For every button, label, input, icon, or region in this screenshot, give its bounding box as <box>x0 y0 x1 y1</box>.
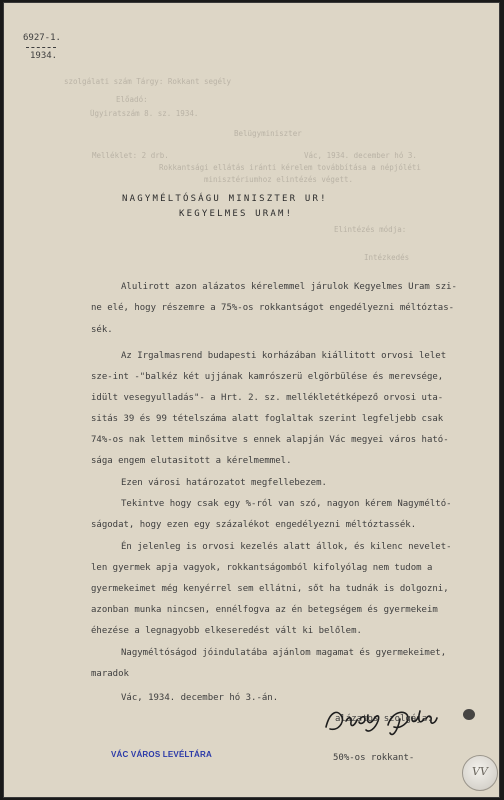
body-line: Az Irgalmasrend budapesti korházában kiállitott orvosi lelet <box>121 351 447 361</box>
salutation-line-1: NAGYMÉLTÓSÁGU MINISZTER UR! <box>122 194 328 204</box>
body-line: éhezése a legnagyobb elkeseredést vált ki belőlem. <box>91 626 362 636</box>
body-line: Tekintve hogy csak egy %-ról van szó, nagyon kérem Nagyméltó- <box>121 499 452 509</box>
body-line: sék. <box>91 325 113 335</box>
showthrough-line: Melléklet: 2 drb. <box>92 151 169 160</box>
showthrough-line: Intézkedés <box>364 253 410 262</box>
footer-note: 50%-os rokkant- <box>333 753 415 763</box>
body-line: sitás 39 és 99 tételszáma alatt foglaltak szerint legfeljebb csak <box>91 414 444 424</box>
showthrough-line: Ügyiratszám 8. sz. 1934. <box>90 109 199 118</box>
showthrough-line: Belügyminiszter <box>234 129 302 138</box>
body-line: Alulirott azon alázatos kérelemmel járulok Kegyelmes Uram szi- <box>121 282 457 292</box>
showthrough-line: Vác, 1934. december hó 3. <box>304 151 417 160</box>
body-line: Én jelenleg is orvosi kezelés alatt állok, és kilenc nevelet- <box>121 542 452 552</box>
showthrough-line: szolgálati szám Tárgy: Rokkant segély <box>64 77 232 86</box>
archive-seal <box>462 755 498 791</box>
showthrough-line: Rokkantsági ellátás iránti kérelem továbbítása a népjóléti <box>159 163 421 172</box>
handwritten-signature <box>316 699 456 739</box>
ink-blot <box>463 709 475 720</box>
showthrough-line: Előadó: <box>116 95 148 104</box>
body-line: Nagyméltóságod jóindulatába ajánlom magamat és gyermekeimet, <box>121 648 447 658</box>
document-page <box>3 2 500 798</box>
showthrough-line: minisztériumhoz elintézés végett. <box>204 175 354 184</box>
body-line: 74%-os nak lettem minősitve s ennek alapján Vác megyei város ható- <box>91 435 449 445</box>
body-line: len gyermek apja vagyok, rokkantságomból kifolyólag nem tudom a <box>91 563 433 573</box>
signoff-line: alázatos szolgája: <box>335 714 433 724</box>
body-line: maradok <box>91 669 129 679</box>
body-line: idült vesegyulladás"- a Hrt. 2. sz. mellékletétképező orvosi uta- <box>91 393 444 403</box>
body-line: gyermekeimet még kenyérrel sem ellátni, sőt ha tudnák is dolgozni, <box>91 584 449 594</box>
body-line: Ezen városi határozatot megfellebezem. <box>121 478 327 488</box>
archive-stamp: VÁC VÁROS LEVÉLTÁRA <box>111 750 212 759</box>
body-line: ne elé, hogy részemre a 75%-os rokkantságot engedélyezni méltóztas- <box>91 303 455 313</box>
reference-number: 6927-1. <box>23 33 61 43</box>
body-line: ságodat, hogy ezen egy százalékot engedélyezni méltóztassék. <box>91 520 417 530</box>
place-date: Vác, 1934. december hó 3.-án. <box>121 693 279 703</box>
body-line: sze-int -"balkéz két ujjának kamrószerü elgörbülése és merevsége, <box>91 372 444 382</box>
showthrough-line: Elintézés módja: <box>334 225 407 234</box>
reference-year: 1934. <box>30 51 58 61</box>
salutation-line-2: KEGYELMES URAM! <box>179 209 294 219</box>
reference-divider <box>26 47 56 48</box>
body-line: sága engem elutasitott a kérelmemmel. <box>91 456 292 466</box>
archive-seal-text: VV <box>472 765 488 778</box>
body-line: azonban munka nincsen, ennélfogva az én betegségem és gyermekeim <box>91 605 438 615</box>
